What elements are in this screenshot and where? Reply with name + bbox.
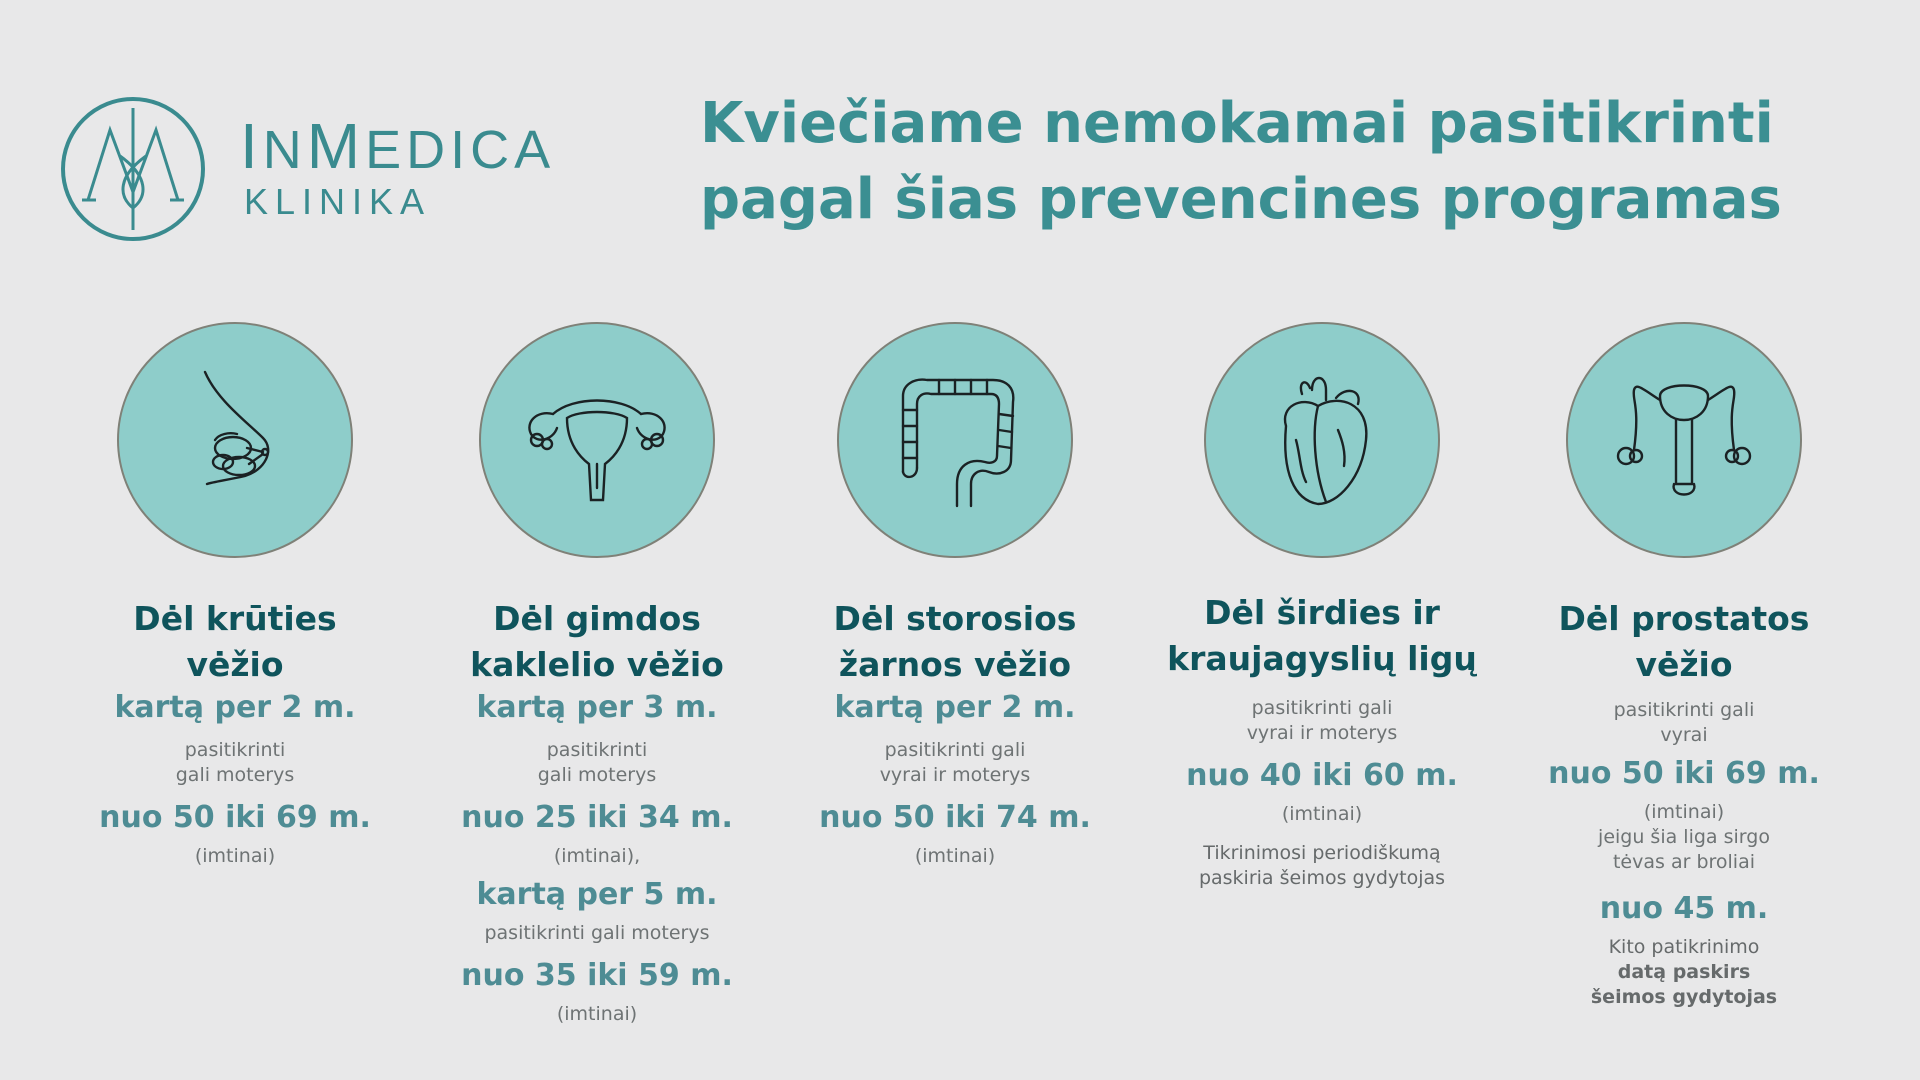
program-note: (imtinai) xyxy=(1281,803,1363,825)
program-eligibility: pasitikrinti gali moterys xyxy=(175,739,295,786)
program-age-range: nuo 50 iki 74 m. xyxy=(819,800,1091,835)
program-age-range: nuo 25 iki 34 m. xyxy=(461,800,733,835)
program-frequency: kartą per 2 m. xyxy=(114,690,356,725)
program-age-range-2: nuo 35 iki 59 m. xyxy=(461,958,733,993)
logo-emblem-icon xyxy=(60,96,206,242)
program-age-range: nuo 50 iki 69 m. xyxy=(1548,756,1820,791)
program-note: (imtinai) xyxy=(1643,801,1725,823)
brand-subtitle: KLINIKA xyxy=(244,181,432,222)
program-cardiovascular xyxy=(1162,322,1482,1062)
program-icon-circle xyxy=(1566,322,1802,558)
program-frequency-2: kartą per 5 m. xyxy=(476,877,718,912)
program-age-range: nuo 40 iki 60 m. xyxy=(1186,758,1458,793)
program-note: (imtinai), xyxy=(553,845,641,867)
program-note-2: (imtinai) xyxy=(556,1003,638,1025)
program-icon-circle xyxy=(117,322,353,558)
uterus-icon xyxy=(517,360,677,520)
program-condition: jeigu šia liga sirgo tėvas ar broliai xyxy=(1598,826,1770,873)
program-eligibility: pasitikrinti gali vyrai ir moterys xyxy=(879,739,1031,786)
prostate-icon xyxy=(1604,360,1764,520)
program-icon-circle xyxy=(1204,322,1440,558)
program-frequency: kartą per 2 m. xyxy=(834,690,1076,725)
program-age-range-2: nuo 45 m. xyxy=(1599,891,1769,926)
program-title: Dėl širdies ir kraujagyslių ligų xyxy=(1167,593,1477,678)
program-title: Dėl gimdos kaklelio vėžio xyxy=(470,599,724,684)
program-eligibility: pasitikrinti gali moterys xyxy=(537,739,657,786)
program-icon-circle xyxy=(837,322,1073,558)
program-colon-cancer xyxy=(795,322,1115,1062)
program-prostate-cancer xyxy=(1524,322,1844,1062)
program-age-range: nuo 50 iki 69 m. xyxy=(99,800,371,835)
program-eligibility: pasitikrinti gali vyrai ir moterys xyxy=(1246,697,1398,744)
heart-icon xyxy=(1242,360,1402,520)
title-line-1: Kviečiame nemokamai pasitikrinti xyxy=(700,91,1774,156)
program-title: Dėl prostatos vėžio xyxy=(1558,599,1810,684)
program-breast-cancer xyxy=(75,322,395,1062)
page-title xyxy=(700,86,1890,238)
program-frequency: kartą per 3 m. xyxy=(476,690,718,725)
program-cervical-cancer xyxy=(437,322,757,1062)
program-note: (imtinai) xyxy=(914,845,996,867)
clinic-logo xyxy=(60,96,580,242)
program-eligibility-2: pasitikrinti gali moterys xyxy=(484,922,710,944)
breast-icon xyxy=(155,360,315,520)
program-info: Tikrinimosi periodiškumą paskiria šeimos gydytojas xyxy=(1198,842,1446,889)
program-icon-circle xyxy=(479,322,715,558)
program-title: Dėl storosios žarnos vėžio xyxy=(833,599,1077,684)
program-title: Dėl krūties vėžio xyxy=(133,599,337,684)
title-line-2: pagal šias prevencines programas xyxy=(700,167,1782,232)
program-eligibility: pasitikrinti gali vyrai xyxy=(1613,699,1755,746)
program-info: Kito patikrinimo datą paskirs šeimos gydytojas xyxy=(1590,936,1778,1008)
colon-icon xyxy=(875,360,1035,520)
brand-name: INMEDICA xyxy=(240,110,556,182)
program-note: (imtinai) xyxy=(194,845,276,867)
